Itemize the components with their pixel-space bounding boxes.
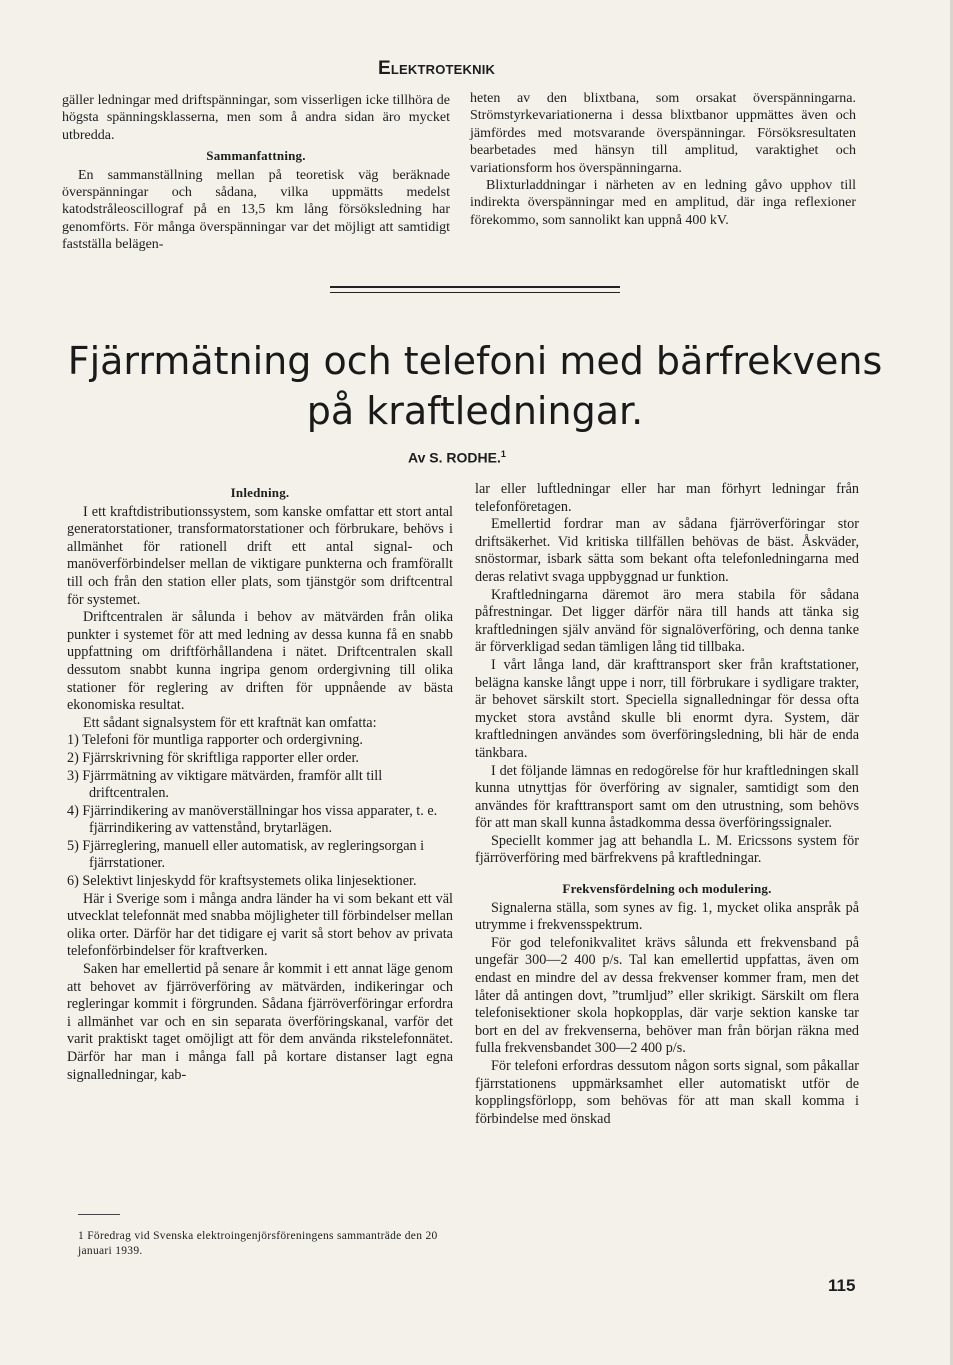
summary-column-right — [470, 90, 856, 229]
paragraph: En sammanställning mellan på teoretisk väg beräknade överspänningar och sådana, vilka uppmätts medelst katodstråleoscillograf på en 13,5 km lång försöksledning har genomförts. För många överspänningar var det möjligt att samtidigt fastställa belägen- — [62, 167, 450, 253]
signal-list — [67, 732, 453, 890]
paragraph: Emellertid fordrar man av sådana fjärröverföringar stor driftsäkerhet. Vid kritiska tillfällen behövas de bäst. Åskväder, snöstormar, isbark sätta som bekant ofta telefonledningarna med deras relativt svaga uppbyggnad ur funktion. — [475, 516, 859, 585]
list-item: 5) Fjärreglering, manuell eller automatisk, av regleringsorgan i fjärrstationer. — [67, 837, 425, 872]
paragraph: I vårt långa land, där krafttransport sker från kraftstationer, belägna kanske långt uppe i norr, till förbrukare i sydligare trakter, är behovet särskilt stort. Speciella signalledningar för dessa ofta mycket stora avstånd skulle bli enormt dyra. System, där kraftledningen användes som överföringsledning, bli här de enda tänkbara. — [475, 656, 859, 761]
list-item: 6) Selektivt linjeskydd för kraftsystemets olika linjesektioner. — [67, 873, 417, 890]
byline-author: Av S. RODHE. — [408, 449, 501, 466]
paragraph: Speciellt kommer jag att behandla L. M. Ericssons system för fjärröverföring med bärfrekvens på kraftledningar. — [475, 832, 859, 867]
section-header: Elektroteknik — [378, 58, 496, 79]
paragraph: Blixturladdningar i närheten av en ledning gåvo upphov till indirekta överspänningar med en amplitud, där inga reflexioner förekommo, som sannolikt kan uppnå 400 kV. — [470, 178, 856, 228]
paragraph: För telefoni erfordras dessutom någon sorts signal, som påkallar fjärrstationens uppmärksamhet eller automatiskt utför de kopplingsförlopp, som behövas för att man skall komma i förbindelse med önskad — [475, 1058, 859, 1127]
title-line-1: Fjärrmätning och telefoni med bärfrekvens — [67, 339, 883, 383]
summary-column-left — [62, 92, 450, 254]
body-column-left — [67, 481, 453, 1084]
section-divider — [330, 286, 620, 293]
paragraph: Driftcentralen är sålunda i behov av mätvärden från olika punkter i systemet för att med ledning av dessa kunna få en snabb uppfattning om driftförhållandena i nätet. Driftcentralen skall dessutom snabbt kunna ingripa genom ordergivning till olika stationer för reglering av driften för uppnående av bästa ekonomiska resultat. — [67, 609, 453, 714]
title-line-2: på kraftledningar. — [306, 389, 644, 433]
list-item: 4) Fjärrindikering av manöverställningar hos vissa apparater, t. e. fjärrindikering av vattenstånd, brytarlägen. — [67, 802, 438, 837]
paragraph: gäller ledningar med driftspänningar, som visserligen icke tillhöra de högsta spänningsklasserna, men som å andra sidan äro mycket utbredda. — [62, 93, 450, 143]
footnote-divider — [78, 1214, 120, 1215]
paragraph: Signalerna ställa, som synes av fig. 1, mycket olika anspråk på utrymme i frekvensspektrum. — [475, 899, 859, 934]
article-title — [60, 336, 890, 436]
footnote-mark: 1 — [500, 449, 506, 459]
summary-heading: Sammanfattning. — [206, 148, 306, 164]
byline — [408, 449, 506, 466]
list-item: 1) Telefoni för muntliga rapporter och ordergivning. — [67, 732, 363, 749]
paragraph: I ett kraftdistributionssystem, som kanske omfattar ett stort antal generatorstationer, transformatorstationer och förbrukare, behövs i allmänhet för rationell drift ett antal signal- och manöverförbindelser mellan de viktigare punkterna och framförallt till och från den station eller plats, som tjänstgör som driftcentral för systemet. — [67, 503, 453, 608]
frequency-heading: Frekvensfördelning och modulering. — [562, 881, 772, 897]
paragraph: Kraftledningarna däremot äro mera stabila för sådana påfrestningar. Det ligger därför nära till hands att tänka sig kraftledningen själv använd för signalöverföring, och denna tanke är förverkligad sedan tämligen lång tid tillbaka. — [475, 586, 859, 656]
paragraph: Här i Sverige som i många andra länder ha vi som bekant ett väl utvecklat telefonnät med snabba möjligheter till förbindelser mellan olika orter. Därför har det tidigare ej varit så stort behov av privata telefonförbindelser för kraftverken. — [67, 890, 453, 960]
intro-heading: Inledning. — [230, 485, 290, 500]
list-item: 3) Fjärrmätning av viktigare mätvärden, framför allt till driftcentralen. — [67, 767, 383, 802]
body-column-right — [475, 481, 859, 1128]
page-number: 115 — [828, 1276, 856, 1295]
paragraph: lar eller luftledningar eller har man förhyrt ledningar från telefonföretagen. — [475, 481, 859, 515]
paragraph: Saken har emellertid på senare år kommit i ett annat läge genom att behovet av fjärröverföring av mätvärden, indikeringar och regleringar kommit i förgrunden. Sådana fjärröverföringar erfordra i allmänhet var och en sin separata överföringskanal, varför det varit praktiskt taget omöjligt att för dem använda rikstelefonnätet. Därför har man i många fall på kortare distanser lagt egna signalledningar, kab- — [67, 961, 453, 1083]
footnote: 1 Föredrag vid Svenska elektroingenjörsföreningens sammanträde den 20 januari 1939. — [78, 1230, 438, 1257]
list-item: 2) Fjärrskrivning för skriftliga rapporter eller order. — [67, 749, 359, 766]
paragraph: Ett sådant signalsystem för ett kraftnät kan omfatta: — [83, 714, 377, 731]
paragraph: I det följande lämnas en redogörelse för hur kraftledningen skall kunna utnyttjas för överföring av signaler, samtidigt som den användes för krafttransport samt om den utrustning, som behövs för att man skall kunna åstadkomma dessa överföringssignaler. — [475, 762, 859, 832]
paragraph: heten av den blixtbana, som orsakat överspänningarna. Strömstyrkevariationerna i dessa blixtbanor uppmättes även och jämfördes med motsvarande överspänningar. Försöksresultaten bearbetades med hänsyn till amplitud, varaktighet och variationsform hos överspänningarna. — [470, 91, 856, 176]
paragraph: För god telefonikvalitet krävs sålunda ett frekvensband på ungefär 300—2 400 p/s. Tal kan emellertid uppfattas, även om endast en mindre del av dessa frekvenser kommer fram, men det låter då antingen dovt, ”trumljud” eller skrikigt. Särskilt om flera telefonisektioner skola hopkopplas, där varje sektion kanske tar bort en del av frekvenserna, behöver man från början räkna med fulla frekvensbandet 300—2 400 p/s. — [475, 934, 859, 1057]
